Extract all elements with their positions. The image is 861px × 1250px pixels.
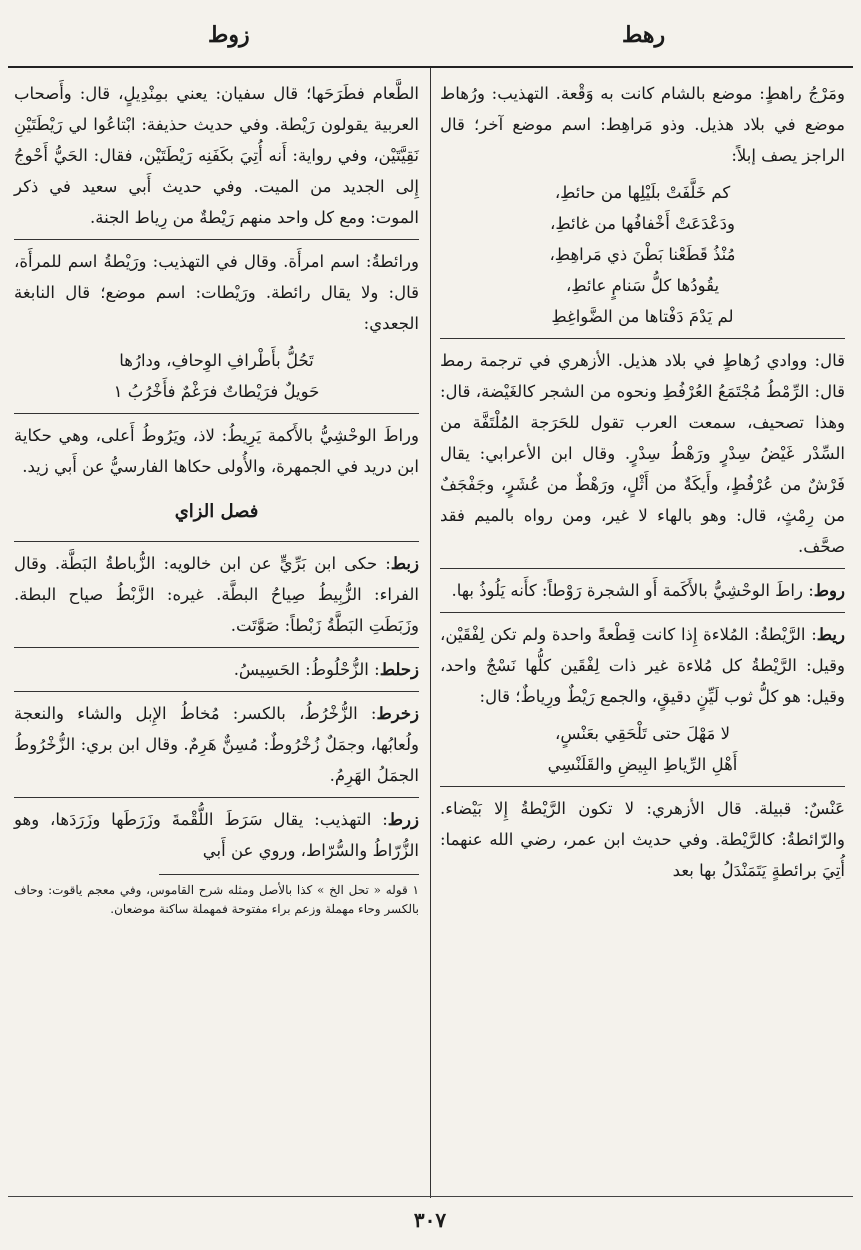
- verse-line: مُنْذُ قَطَعْنا بَطْنَ ذي مَراهِطِ،: [549, 245, 736, 264]
- verse-line: أَهْلِ الرِّياطِ البِيضِ والقَلَنْسِي: [547, 755, 738, 774]
- entry-paragraph: وراطَ الوحْشِيُّ بالأَكمة يَرِيطُ: لاذ، ويَرُوطُ أَعلى، وهي حكاية ابن دريد في الجمهرة، والأُولى حكاها الفارسيُّ عن أَبي زيد.: [14, 426, 419, 476]
- left-column: [14, 78, 419, 919]
- page-number: ٣٠٧: [413, 1208, 447, 1232]
- verse-line: لا مَهْلَ حتى تَلْحَقِي بعَنْسٍ،: [555, 724, 730, 743]
- headword-rayt: ريط: [816, 625, 845, 644]
- entry-rahat-continued: ومَرْجُ راهطٍ: موضع بالشام كانت به وَقْعة. التهذيب: ورُهاط موضع في بلاد هذيل. وذو مَراهِط: اسم موضع آخر؛ قال الراجز يصف إبلاً:: [440, 84, 845, 165]
- right-column: [440, 78, 845, 886]
- column-divider: [430, 68, 431, 1198]
- verse-line: كم خَلَّفَتْ بلَيْلِها من حائطِ،: [554, 183, 731, 202]
- entry-text: : الرَّيْطةُ: المُلاءة إِذا كانت قِطْعةً واحدة ولم تكن لِفْقَيْن، وقيل: الرَّيْطةُ كل مُلاءة غير ذات لِفْقَين كلُّها نَسْجٌ واحد، وقيل: هو كلُّ ثوب لَيِّنٍ دقيقٍ، والجمع رَيْطٌ ورِياطٌ؛ قال:: [440, 625, 845, 706]
- verse-couplet: [440, 718, 845, 780]
- headword-rawt: روط: [813, 581, 845, 600]
- verse-line: ودَعْدَعَتْ أَخْفافُها من غائطِ،: [550, 214, 735, 233]
- entry-separator: [440, 612, 845, 613]
- entry-separator: [14, 541, 419, 542]
- verse-line: لم يَدْمَ دَفْتاها من الضَّواغِطِ: [551, 307, 734, 326]
- verse-line: تَحُلُّ بأَطْرافِ الوِحافِ، ودارُها: [119, 351, 314, 370]
- headword-zart: زرط: [387, 810, 419, 829]
- entry-separator: [440, 338, 845, 339]
- footnote: ١ قوله « تحل الخ » كذا بالأصل ومثله شرح القاموس، وفي معجم ياقوت: وحاف بالكسر وحاء مهملة وزعم براء مفتوحة فمهملة ساكنة موضعان.: [14, 883, 419, 916]
- running-header-left: زوط: [208, 22, 250, 48]
- entry-rayt: [440, 619, 845, 712]
- headword-zabt: زبط: [390, 554, 419, 573]
- entry-paragraph: عَنْسٌ: قبيلة. قال الأزهري: لا تكون الرَّيْطةُ إِلا بَيْضاء. والرّائطةُ: كالرَّيْطة. وفي حديث ابن عمر، رضي الله عنهما: أُتِيَ برائطةٍ يَتَمَنْدَلُ بها بعد: [440, 799, 845, 880]
- headword-zakhrat: زخرط: [376, 704, 419, 723]
- footnote-rule: [159, 874, 419, 875]
- verse-rajaz: [440, 177, 845, 332]
- entry-zabt: [14, 548, 419, 641]
- entry-separator: [14, 647, 419, 648]
- entry-zakhrat: [14, 698, 419, 791]
- running-header-right: رهط: [622, 22, 666, 48]
- entry-separator: [14, 691, 419, 692]
- entry-text: : التهذيب: يقال سَرَطَ اللُّقْمةَ وزَرَطَها وزَرَدَها، وهو الزُّرّاطُ والسُّرّاط، وروي عن أَبي: [14, 810, 419, 860]
- entry-separator: [440, 786, 845, 787]
- entry-separator: [14, 797, 419, 798]
- verse-line: يقُودُها كلُّ سَنامٍ عائطِ،: [565, 276, 720, 295]
- entry-text: : الزُّخْرُطُ، بالكسر: مُخاطُ الإِبل والشاء والنعجة ولُعابُها، وجمَلٌ زُخْرُوطٌ: مُسِنٌّ هَرِمٌ. وقال ابن بري: الزُّخْرُوطُ الجمَلُ الهَرِمُ.: [14, 704, 419, 785]
- section-title: فصل الزاي: [174, 501, 259, 522]
- entry-paragraph: قال: ووادي رُهاطٍ في بلاد هذيل. الأزهري في ترجمة رمط قال: الرِّمْطُ مُجْتَمَعُ العُرْفُطِ ونحوه من الشجر كالغَيْضة، قال: وهذا تصحيف، سمعت العرب تقول للحَرَجة المُلْتَفَّة من السِّدْر غَيْضُ سِدْرٍ ورَهْطُ سِدْرٍ. وقال ابن الأعرابي: يقال فَرْشٌ من عُرْفُطٍ، وأَيكَةٌ من أَثْلٍ، ورَهْطٌ من عُشَرٍ، وجَفْجَفٌ من رِمْثٍ، قال: وهو بالهاء لا غير، ومن رواه بالميم فقد صحَّف.: [440, 351, 845, 556]
- entry-separator: [14, 413, 419, 414]
- entry-zart: [14, 804, 419, 866]
- entry-zahlat: [14, 654, 419, 685]
- verse-line: حَويلٌ فرَيْطاتٌ فرَغْمٌ فأَخْرُبُ ١: [113, 382, 320, 401]
- entry-text: : حكى ابن بَرِّيٍّ عن ابن خالويه: الزُّباطةُ البَطَّة. وقال الفراء: الزُّبِيطُ صِياحُ البطَّة. غيره: الزَّبْطُ صياح البطة. وزَبَطَتِ البَطَّةُ زَبْطاً: صَوَّتَت.: [14, 554, 419, 635]
- entry-separator: [14, 239, 419, 240]
- entry-text: : راطَ الوحْشِيُّ بالأَكَمة أَو الشجرة رَوْطاً: كأَنه يَلُوذُ بها.: [451, 581, 814, 600]
- headword-zahlat: زحلط: [379, 660, 419, 679]
- verse-nabigha: [14, 345, 419, 407]
- entry-rawt: [440, 575, 845, 606]
- entry-text: : الزُّحْلُوطُ: الحَسِيسُ.: [233, 660, 380, 679]
- entry-rayt-continued: الطَّعام فطَرَحَها؛ قال سفيان: يعني بمِنْدِيلٍ، قال: وأَصحاب العربية يقولون رَيْطة. وفي حديث حذيفة: ابْتاعُوا لي رَيْطَتَيْنِ نَقِيَّتَيْن، وفي رواية: أَنه أُتِيَ بكَفَنِه رَيْطَتَيْن، فقال: الحَيُّ أَحْوجُ إِلى الجديد من الميت. وفي حديث أَبي سعيد في ذكر الموت: ومع كل واحد منهم رَيْطةٌ من رِياط الجنة.: [14, 84, 419, 227]
- footer-rule: [8, 1196, 853, 1197]
- entry-separator: [440, 568, 845, 569]
- entry-paragraph: ورائطةُ: اسم امرأَة. وقال في التهذيب: ورَيْطةُ اسم للمرأَة، قال: ولا يقال رائطة. ورَيْطات: اسم موضع؛ قال النابغة الجعدي:: [14, 252, 419, 333]
